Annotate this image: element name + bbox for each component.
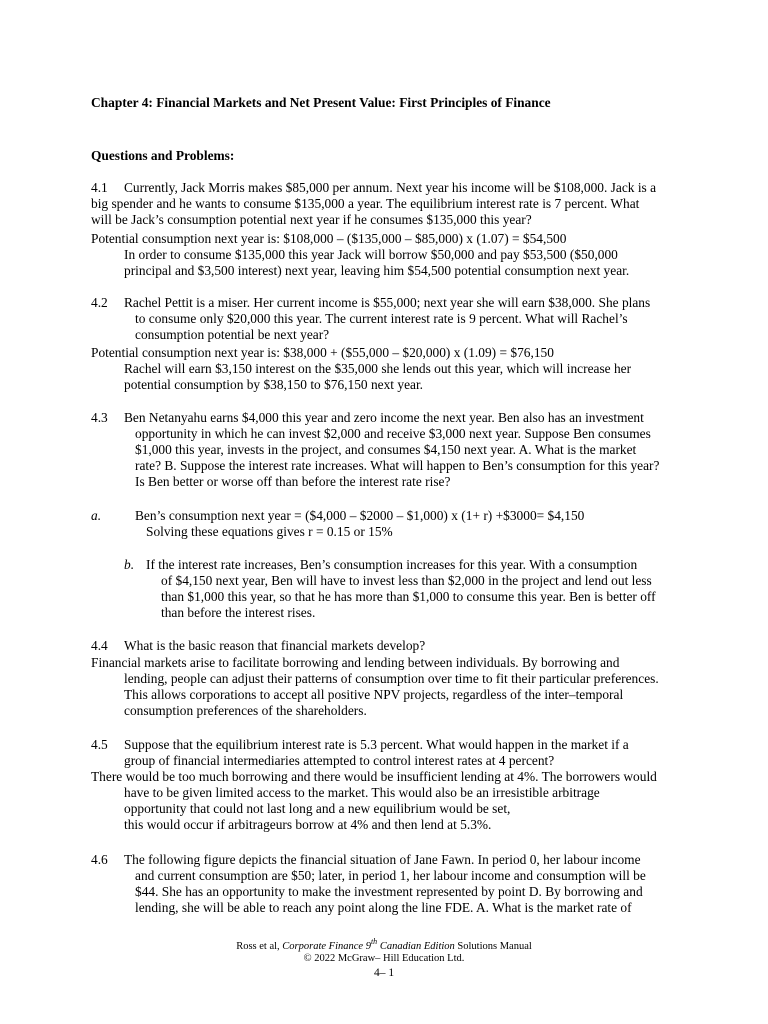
page-number: 4– 1 (373, 967, 395, 979)
footer-prefix: Ross et al, (236, 941, 283, 952)
answer-line: opportunity that could not last long and a new equilibrium would be set, (124, 801, 511, 816)
footer-suffix: Solutions Manual (454, 941, 532, 952)
answer-line: consumption preferences of the shareholders. (124, 703, 367, 718)
part-b-label: b. (124, 557, 135, 572)
question-number: 4.6 (91, 852, 108, 867)
answer-line: If the interest rate increases, Ben’s consumption increases for this year. With a consumption (146, 557, 638, 572)
answer-line: this would occur if arbitrageurs borrow at 4% and then lend at 5.3%. (124, 817, 492, 832)
question-line: and current consumption are $50; later, in period 1, her labour income and consumption will be (135, 868, 646, 883)
chapter-title: Chapter 4: Financial Markets and Net Present Value: First Principles of Finance (91, 95, 551, 110)
question-number: 4.3 (91, 410, 108, 425)
question-line: group of financial intermediaries attempted to control interest rates at 4 percent? (124, 753, 555, 768)
question-line: Is Ben better or worse off than before the interest rate rise? (135, 474, 451, 489)
answer-line: Solving these equations gives r = 0.15 or 15% (146, 524, 393, 539)
question-line: Rachel Pettit is a miser. Her current income is $55,000; next year she will earn $38,000. She plans (124, 295, 651, 310)
footer-book-title: Corporate Finance 9 (282, 941, 371, 952)
footer-citation (0, 936, 768, 953)
question-number: 4.4 (91, 638, 108, 653)
answer-line: Financial markets arise to facilitate borrowing and lending between individuals. By borrowing and (91, 655, 620, 670)
question-line: Currently, Jack Morris makes $85,000 per annum. Next year his income will be $108,000. Jack is a (124, 180, 657, 195)
question-line: $44. She has an opportunity to make the investment represented by point D. By borrowing and (135, 884, 643, 899)
section-heading: Questions and Problems: (91, 148, 235, 163)
question-line: Suppose that the equilibrium interest rate is 5.3 percent. What would happen in the market if a (124, 737, 629, 752)
answer-line: principal and $3,500 interest) next year, leaving him $54,500 potential consumption next year. (124, 263, 630, 278)
footer-book-edition: Canadian Edition (377, 941, 455, 952)
question-line: lending, she will be able to reach any point along the line FDE. A. What is the market rate of (135, 900, 632, 915)
question-line: opportunity in which he can invest $2,000 and receive $3,000 next year. Suppose Ben consumes (135, 426, 651, 441)
answer-line: have to be given limited access to the market. This would also be an irresistible arbitrage (124, 785, 600, 800)
answer-line: This allows corporations to accept all positive NPV projects, regardless of the inter–temporal (124, 687, 624, 702)
question-line: What is the basic reason that financial markets develop? (124, 638, 426, 653)
question-line: big spender and he wants to consume $135,000 a year. The equilibrium interest rate is 7 percent. What (91, 196, 640, 211)
part-a-label: a. (91, 508, 102, 523)
answer-line: than $1,000 this year, so that he has more than $1,000 to consume this year. Ben is better off (161, 589, 656, 604)
question-number: 4.1 (91, 180, 108, 195)
question-number: 4.2 (91, 295, 108, 310)
page-footer (0, 936, 768, 979)
answer-line: Potential consumption next year is: $38,000 + ($55,000 – $20,000) x (1.09) = $76,150 (91, 345, 554, 360)
answer-line: than before the interest rises. (161, 605, 316, 620)
question-line: consumption potential be next year? (135, 327, 330, 342)
answer-line: Ben’s consumption next year = ($4,000 – $2000 – $1,000) x (1+ r) +$3000= $4,150 (135, 508, 585, 523)
answer-line: potential consumption by $38,150 to $76,150 next year. (124, 377, 424, 392)
question-number: 4.5 (91, 737, 108, 752)
answer-line: Potential consumption next year is: $108,000 – ($135,000 – $85,000) x (1.07) = $54,500 (91, 231, 567, 246)
question-line: will be Jack’s consumption potential next year if he consumes $135,000 this year? (91, 212, 532, 227)
question-line: The following figure depicts the financial situation of Jane Fawn. In period 0, her labour income (124, 852, 641, 867)
footer-book-sup: th (370, 937, 378, 946)
answer-line: Rachel will earn $3,150 interest on the $35,000 she lends out this year, which will increase her (124, 361, 632, 376)
answer-line: In order to consume $135,000 this year Jack will borrow $50,000 and pay $53,500 ($50,000 (124, 247, 618, 262)
question-line: Ben Netanyahu earns $4,000 this year and zero income the next year. Ben also has an investment (124, 410, 644, 425)
question-line: to consume only $20,000 this year. The current interest rate is 9 percent. What will Rachel’s (135, 311, 628, 326)
question-line: rate? B. Suppose the interest rate increases. What will happen to Ben’s consumption for this year? (135, 458, 660, 473)
answer-line: of $4,150 next year, Ben will have to invest less than $2,000 in the project and lend out less (161, 573, 652, 588)
question-line: $1,000 this year, invests in the project, and consumes $4,150 next year. A. What is the market (135, 442, 637, 457)
footer-copyright: © 2022 McGraw– Hill Education Ltd. (303, 953, 465, 964)
answer-line: lending, people can adjust their patterns of consumption over time to fit their particular preferences. (124, 671, 659, 686)
answer-line: There would be too much borrowing and there would be insufficient lending at 4%. The borrowers would (91, 769, 657, 784)
